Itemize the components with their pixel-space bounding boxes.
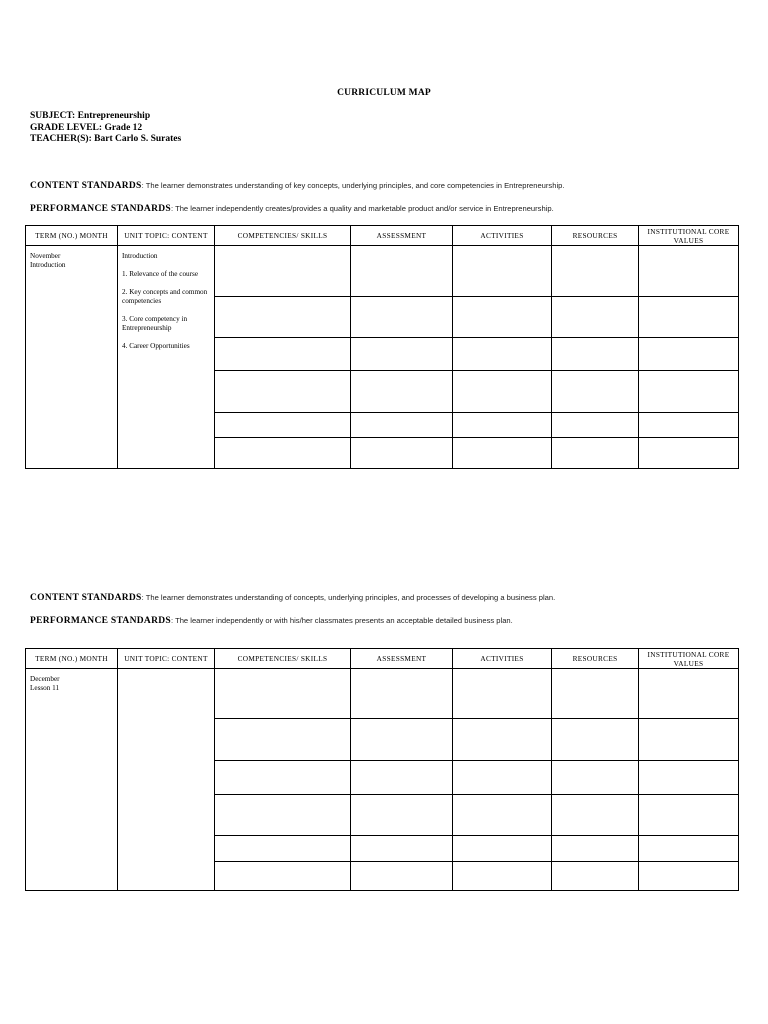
header-assessment: ASSESSMENT [351,226,453,246]
competencies-cell[interactable] [215,669,351,719]
core-values-cell[interactable] [639,761,739,795]
assessment-cell[interactable] [351,338,453,371]
term-month: November [30,252,61,260]
activities-cell[interactable] [453,836,552,862]
core-values-cell[interactable] [639,795,739,836]
competencies-cell[interactable] [215,371,351,413]
resources-cell[interactable] [552,836,639,862]
header-unit-topic: UNIT TOPIC: CONTENT [118,226,215,246]
assessment-cell[interactable] [351,413,453,438]
competencies-cell[interactable] [215,338,351,371]
performance-standards-text: : The learner independently or with his/her classmates presents an acceptable detailed business plan. [170,616,513,625]
resources-cell[interactable] [552,246,639,297]
header-activities: ACTIVITIES [453,226,552,246]
teacher-line [30,134,181,146]
performance-standards-label: PERFORMANCE STANDARDS [30,616,171,626]
resources-cell[interactable] [552,371,639,413]
document-meta [30,111,181,146]
grade-value: Grade 12 [104,122,143,133]
assessment-cell[interactable] [351,795,453,836]
performance-standards-text: : The learner independently creates/provides a quality and marketable product and/or service in Entrepreneurship. [170,204,554,213]
core-values-cell[interactable] [639,438,739,469]
core-values-cell[interactable] [639,862,739,891]
table-header-row [26,226,739,246]
resources-cell[interactable] [552,862,639,891]
subject-label: SUBJECT: [30,111,76,121]
header-assessment: ASSESSMENT [351,649,453,669]
table-row [26,669,739,719]
header-resources: RESOURCES [552,226,639,246]
core-values-cell[interactable] [639,246,739,297]
term-cell [26,669,118,891]
header-competencies: COMPETENCIES/ SKILLS [215,649,351,669]
assessment-cell[interactable] [351,297,453,338]
grade-label: GRADE LEVEL: [30,122,103,133]
curriculum-table-1 [25,225,739,469]
unit-item: 3. Core competency in Entrepreneurship [122,315,188,332]
resources-cell[interactable] [552,669,639,719]
assessment-cell[interactable] [351,438,453,469]
content-standards-text: : The learner demonstrates understanding of key concepts, underlying principles, and core competencies in Entrepreneurship. [141,181,565,190]
core-values-cell[interactable] [639,719,739,761]
activities-cell[interactable] [453,413,552,438]
performance-standards-label: PERFORMANCE STANDARDS [30,204,171,214]
content-standards-1 [30,180,564,191]
header-core-values: INSTITUTIONAL CORE VALUES [639,649,739,669]
core-values-cell[interactable] [639,338,739,371]
header-term: TERM (NO.) MONTH [26,226,118,246]
table-row [26,246,739,297]
resources-cell[interactable] [552,338,639,371]
competencies-cell[interactable] [215,761,351,795]
teacher-label: TEACHER(S): [30,134,92,144]
teacher-value: Bart Carlo S. Surates [94,134,182,144]
header-unit-topic: UNIT TOPIC: CONTENT [118,649,215,669]
assessment-cell[interactable] [351,371,453,413]
assessment-cell[interactable] [351,761,453,795]
core-values-cell[interactable] [639,297,739,338]
unit-item: Introduction [122,252,158,260]
subject-value: Entrepreneurship [77,111,151,121]
activities-cell[interactable] [453,862,552,891]
core-values-cell[interactable] [639,413,739,438]
header-resources: RESOURCES [552,649,639,669]
unit-item: 2. Key concepts and common competencies [122,288,208,305]
performance-standards-2 [30,615,513,626]
content-standards-text: : The learner demonstrates understanding of concepts, underlying principles, and processes of developing a business plan. [141,593,556,602]
core-values-cell[interactable] [639,371,739,413]
content-standards-2 [30,592,555,603]
unit-item: 1. Relevance of the course [122,270,199,278]
performance-standards-1 [30,203,554,214]
term-lesson: Lesson 11 [30,684,60,692]
competencies-cell[interactable] [215,438,351,469]
resources-cell[interactable] [552,761,639,795]
activities-cell[interactable] [453,669,552,719]
unit-topic-cell[interactable] [118,669,215,891]
curriculum-table-2 [25,648,739,891]
activities-cell[interactable] [453,338,552,371]
grade-line [30,123,181,135]
assessment-cell[interactable] [351,836,453,862]
unit-item: 4. Career Opportunities [122,342,190,350]
competencies-cell[interactable] [215,719,351,761]
activities-cell[interactable] [453,761,552,795]
header-term: TERM (NO.) MONTH [26,649,118,669]
content-standards-label: CONTENT STANDARDS [30,593,142,603]
content-standards-label: CONTENT STANDARDS [30,181,142,191]
header-core-values: INSTITUTIONAL CORE VALUES [639,226,739,246]
unit-topic-cell [118,246,215,469]
activities-cell[interactable] [453,246,552,297]
activities-cell[interactable] [453,297,552,338]
assessment-cell[interactable] [351,719,453,761]
assessment-cell[interactable] [351,246,453,297]
competencies-cell[interactable] [215,862,351,891]
activities-cell[interactable] [453,438,552,469]
term-month: December [30,675,60,683]
term-lesson: Introduction [30,261,66,269]
term-cell [26,246,118,469]
activities-cell[interactable] [453,371,552,413]
activities-cell[interactable] [453,795,552,836]
competencies-cell[interactable] [215,297,351,338]
table-header-row [26,649,739,669]
competencies-cell[interactable] [215,795,351,836]
assessment-cell[interactable] [351,862,453,891]
subject-line [30,111,181,123]
resources-cell[interactable] [552,719,639,761]
competencies-cell[interactable] [215,836,351,862]
resources-cell[interactable] [552,413,639,438]
core-values-cell[interactable] [639,669,739,719]
competencies-cell[interactable] [215,413,351,438]
resources-cell[interactable] [552,297,639,338]
core-values-cell[interactable] [639,836,739,862]
document-title: CURRICULUM MAP [337,88,431,98]
assessment-cell[interactable] [351,669,453,719]
resources-cell[interactable] [552,438,639,469]
header-competencies: COMPETENCIES/ SKILLS [215,226,351,246]
header-activities: ACTIVITIES [453,649,552,669]
competencies-cell[interactable] [215,246,351,297]
resources-cell[interactable] [552,795,639,836]
activities-cell[interactable] [453,719,552,761]
